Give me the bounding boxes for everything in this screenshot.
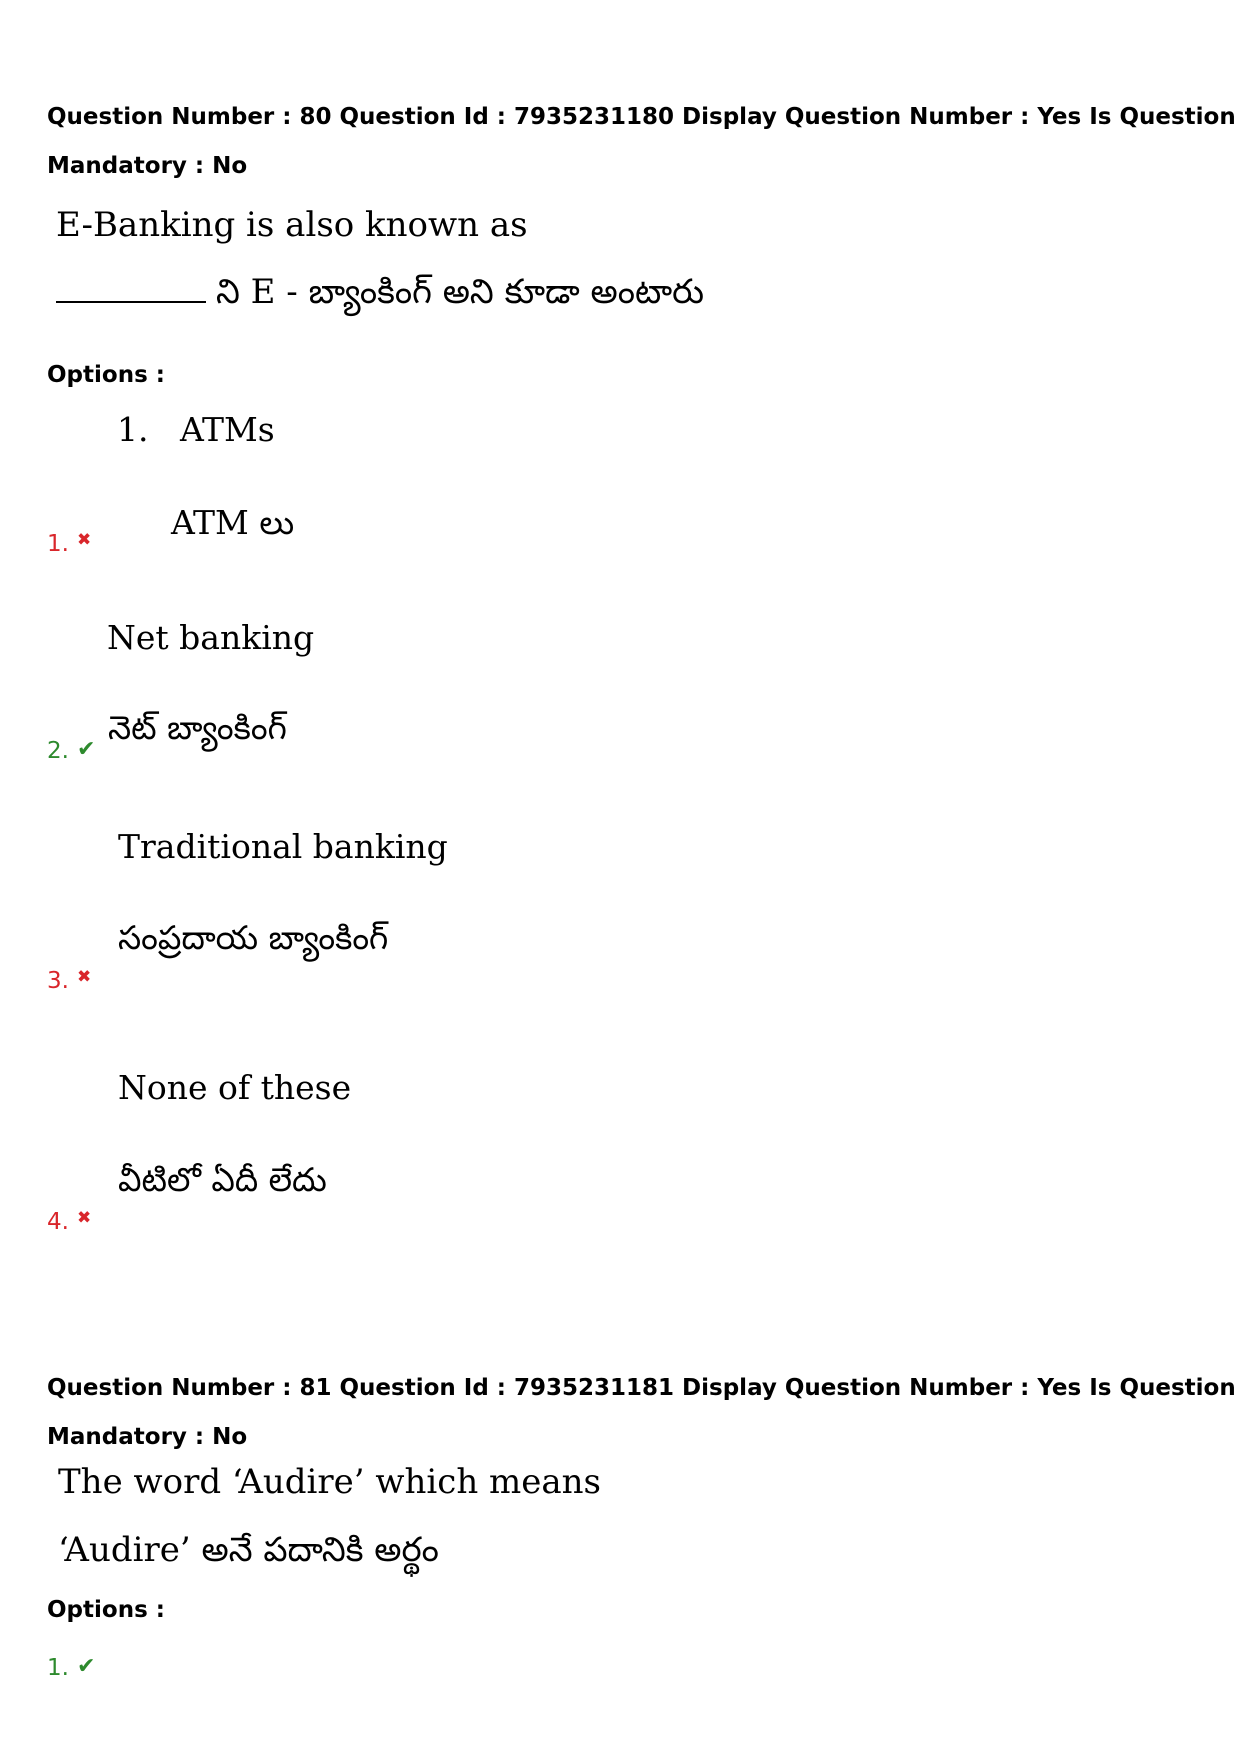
question-81-meta-line2: Mandatory : No [47,1424,248,1450]
cross-icon: ✖ [76,967,92,987]
question-81-text-en: The word ‘Audire’ which means [58,1462,602,1502]
question-80-options-label: Options : [47,362,165,388]
option-2-number: 2. [47,738,69,764]
question-80-meta-line2: Mandatory : No [47,153,248,179]
option-4-marker [47,1205,91,1235]
question-81-options-label: Options : [47,1597,165,1623]
option-2-text-te: నెట్ బ్యాంకింగ్ [108,708,287,747]
question-80-text-te: ని E - బ్యాంకింగ్ అని కూడా అంటారు [216,272,705,312]
question-80-meta-line1: Question Number : 80 Question Id : 7935231180 Display Question Number : Yes Is Question [47,104,1236,130]
question-80-text-en: E-Banking is also known as [56,205,528,245]
option-4-number: 4. [47,1209,69,1235]
option-4-text-te: వీటిలో ఏదీ లేదు [118,1160,327,1199]
answer-blank [56,273,206,303]
option-3-marker [47,964,91,994]
option-1-text-en-line [117,410,275,449]
option-1-number: 1. [47,531,69,557]
option-4-text-en: None of these [118,1068,352,1107]
q81-option-1-number: 1. [47,1655,69,1681]
option-2-marker [47,737,95,764]
option-1-text-te: ATM లు [171,503,295,542]
check-icon: ✔ [76,737,96,762]
cross-icon: ✖ [76,1208,92,1228]
check-icon: ✔ [76,1654,96,1679]
option-3-number: 3. [47,968,69,994]
option-2-text-en: Net banking [107,618,315,657]
cross-icon: ✖ [76,530,92,550]
question-80-text-te-line [56,272,704,320]
q81-option-1-marker [47,1654,95,1681]
option-1-prefix: 1. [117,410,149,449]
option-1-marker [47,527,91,557]
question-81-text-te: ‘Audire’ అనే పదానికి అర్థం [58,1530,439,1570]
option-3-text-te: సంప్రదాయ బ్యాంకింగ్ [118,918,389,957]
question-81-meta-line1: Question Number : 81 Question Id : 7935231181 Display Question Number : Yes Is Question [47,1375,1236,1401]
option-1-text-en: ATMs [179,410,275,449]
option-3-text-en: Traditional banking [118,827,448,866]
